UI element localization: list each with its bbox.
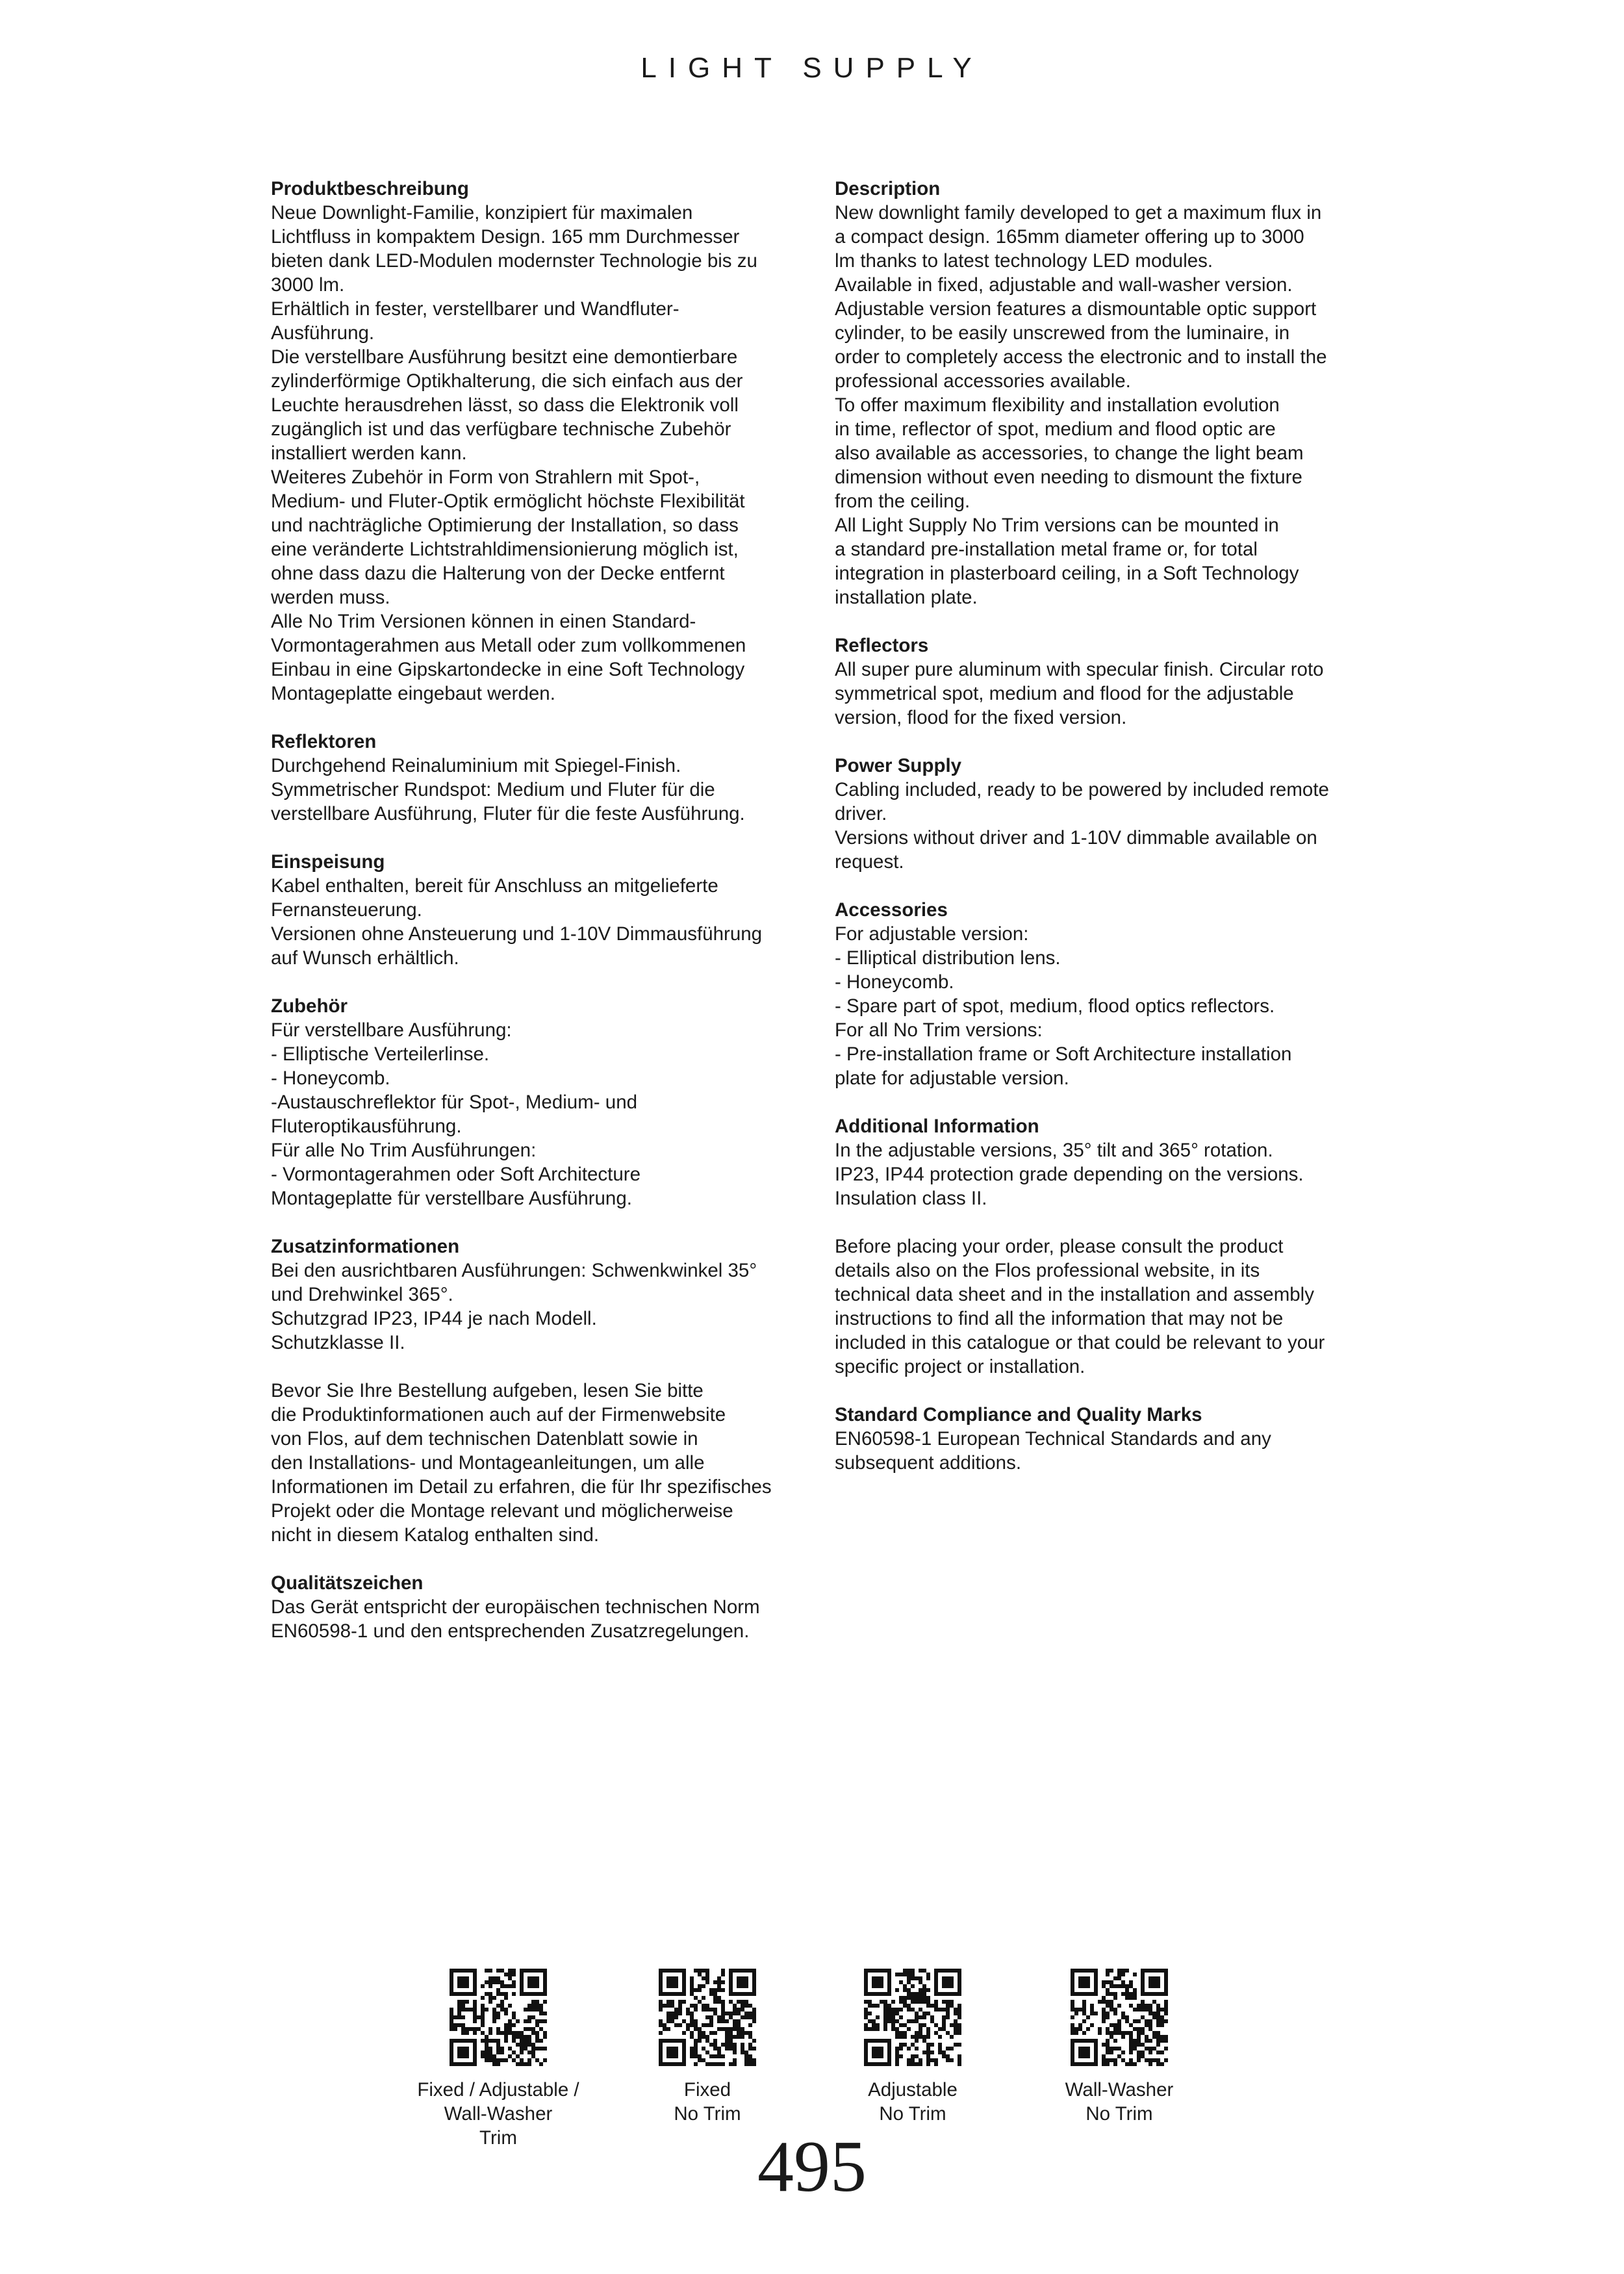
text-line: in time, reflector of spot, medium and flood optic are xyxy=(835,418,1276,440)
section-heading: Zubehör xyxy=(271,995,348,1017)
qr-fixed-adjustable-wallwasher-trim[interactable] xyxy=(388,1969,609,2150)
text-line: Before placing your order, please consult the product xyxy=(835,1236,1284,1257)
text-line: For adjustable version: xyxy=(835,923,1029,945)
text-line: die Produktinformationen auch auf der Firmenwebsite xyxy=(271,1404,726,1425)
section xyxy=(835,1234,1374,1379)
text-line: Symmetrischer Rundspot: Medium und Fluter für die xyxy=(271,779,715,800)
qr-label-line: Fixed xyxy=(683,2079,731,2101)
text-line: von Flos, auf dem technischen Datenblatt sowie in xyxy=(271,1428,698,1450)
text-line: EN60598-1 und den entsprechenden Zusatzregelungen. xyxy=(271,1620,750,1642)
section xyxy=(835,1114,1374,1210)
text-line: order to completely access the electronic and to install the xyxy=(835,346,1327,368)
text-line: dimension without even needing to dismount the fixture xyxy=(835,466,1302,488)
text-line: Montageplatte für verstellbare Ausführung. xyxy=(271,1188,632,1209)
text-line: - Elliptical distribution lens. xyxy=(835,947,1061,969)
text-line: Informationen im Detail zu erfahren, die für Ihr spezifisches xyxy=(271,1476,772,1498)
text-line: - Spare part of spot, medium, flood optics reflectors. xyxy=(835,995,1275,1017)
text-line: nicht in diesem Katalog enthalten sind. xyxy=(271,1524,600,1546)
text-line: In the adjustable versions, 35° tilt and 365° rotation. xyxy=(835,1140,1273,1161)
text-line: - Pre-installation frame or Soft Architecture installation xyxy=(835,1043,1292,1065)
text-line: Fluteroptikausführung. xyxy=(271,1116,462,1137)
text-line: All super pure aluminum with specular finish. Circular roto xyxy=(835,659,1324,680)
qr-code-icon xyxy=(1071,1969,1168,2066)
qr-label-line: Adjustable xyxy=(868,2079,958,2101)
section xyxy=(835,1403,1374,1475)
text-line: Die verstellbare Ausführung besitzt eine demontierbare xyxy=(271,346,738,368)
text-line: Bei den ausrichtbaren Ausführungen: Schwenkwinkel 35° xyxy=(271,1260,757,1281)
text-line: To offer maximum flexibility and installation evolution xyxy=(835,394,1280,416)
section xyxy=(271,1571,810,1643)
text-line: eine veränderte Lichtstrahldimensionierung möglich ist, xyxy=(271,539,739,560)
section-heading: Produktbeschreibung xyxy=(271,178,469,199)
text-line: EN60598-1 European Technical Standards and any xyxy=(835,1428,1271,1450)
text-line: Erhältlich in fester, verstellbarer und Wandfluter- xyxy=(271,298,679,320)
text-line: Kabel enthalten, bereit für Anschluss an mitgelieferte xyxy=(271,875,718,897)
text-line: werden muss. xyxy=(271,587,390,608)
text-line: Bevor Sie Ihre Bestellung aufgeben, lesen Sie bitte xyxy=(271,1380,704,1401)
text-line: ohne dass dazu die Halterung von der Decke entfernt xyxy=(271,563,725,584)
qr-code-icon xyxy=(864,1969,961,2066)
section-heading: Qualitätszeichen xyxy=(271,1572,424,1594)
text-line: specific project or installation. xyxy=(835,1356,1085,1377)
section-heading: Additional Information xyxy=(835,1116,1039,1137)
text-line: Versions without driver and 1-10V dimmable available on xyxy=(835,827,1317,849)
qr-label xyxy=(597,2078,818,2126)
text-line: Für alle No Trim Ausführungen: xyxy=(271,1140,537,1161)
section xyxy=(835,177,1374,609)
text-line: Fernansteuerung. xyxy=(271,899,422,921)
section-heading: Standard Compliance and Quality Marks xyxy=(835,1404,1202,1425)
text-line: Durchgehend Reinaluminium mit Spiegel-Finish. xyxy=(271,755,681,776)
section-heading: Accessories xyxy=(835,899,948,921)
qr-label xyxy=(1009,2078,1230,2126)
text-line: Das Gerät entspricht der europäischen technischen Norm xyxy=(271,1596,760,1618)
section xyxy=(271,850,810,970)
text-line: Schutzklasse II. xyxy=(271,1332,405,1353)
section-heading: Power Supply xyxy=(835,755,962,776)
text-line: All Light Supply No Trim versions can be mounted in xyxy=(835,515,1279,536)
text-line: 3000 lm. xyxy=(271,274,345,296)
qr-label xyxy=(802,2078,1023,2126)
text-line: included in this catalogue or that could be relevant to your xyxy=(835,1332,1325,1353)
section xyxy=(835,633,1374,730)
text-line: - Elliptische Verteilerlinse. xyxy=(271,1043,490,1065)
text-line: Weiteres Zubehör in Form von Strahlern mit Spot-, xyxy=(271,466,700,488)
text-line: details also on the Flos professional website, in its xyxy=(835,1260,1260,1281)
text-line: - Honeycomb. xyxy=(271,1067,390,1089)
text-line: a standard pre-installation metal frame or, for total xyxy=(835,539,1258,560)
text-line: Available in fixed, adjustable and wall-washer version. xyxy=(835,274,1293,296)
text-line: technical data sheet and in the installation and assembly xyxy=(835,1284,1314,1305)
text-line: Medium- und Fluter-Optik ermöglicht höchste Flexibilität xyxy=(271,491,745,512)
text-line: Schutzgrad IP23, IP44 je nach Modell. xyxy=(271,1308,597,1329)
text-line: Ausführung. xyxy=(271,322,375,344)
qr-label-line: Wall-Washer xyxy=(1065,2079,1174,2101)
text-line: zylinderförmige Optikhalterung, die sich einfach aus der xyxy=(271,370,743,392)
text-line: - Vormontagerahmen oder Soft Architecture xyxy=(271,1164,641,1185)
text-line: Einbau in eine Gipskartondecke in eine Soft Technology xyxy=(271,659,745,680)
text-line: For all No Trim versions: xyxy=(835,1019,1043,1041)
text-line: Alle No Trim Versionen können in einen Standard- xyxy=(271,611,696,632)
text-line: version, flood for the fixed version. xyxy=(835,707,1127,728)
text-line: IP23, IP44 protection grade depending on the versions. xyxy=(835,1164,1304,1185)
text-line: - Honeycomb. xyxy=(835,971,954,993)
page-number: 495 xyxy=(757,2127,867,2207)
text-line: installiert werden kann. xyxy=(271,442,467,464)
section xyxy=(835,898,1374,1090)
text-line: instructions to find all the information that may not be xyxy=(835,1308,1284,1329)
text-line: cylinder, to be easily unscrewed from the luminaire, in xyxy=(835,322,1290,344)
section-heading: Einspeisung xyxy=(271,851,385,873)
english-column xyxy=(835,177,1374,1499)
qr-code-icon xyxy=(659,1969,756,2066)
section-heading: Reflektoren xyxy=(271,731,377,752)
section-heading: Description xyxy=(835,178,941,199)
text-line: Adjustable version features a dismountable optic support xyxy=(835,298,1317,320)
text-line: und Drehwinkel 365°. xyxy=(271,1284,453,1305)
text-line: symmetrical spot, medium and flood for the adjustable xyxy=(835,683,1294,704)
text-line: verstellbare Ausführung, Fluter für die feste Ausführung. xyxy=(271,803,745,824)
text-line: Für verstellbare Ausführung: xyxy=(271,1019,512,1041)
qr-label-line: No Trim xyxy=(674,2103,741,2125)
text-line: Lichtfluss in kompaktem Design. 165 mm Durchmesser xyxy=(271,226,740,248)
text-line: Cabling included, ready to be powered by included remote xyxy=(835,779,1329,800)
qr-fixed-no-trim[interactable] xyxy=(597,1969,818,2126)
text-line: zugänglich ist und das verfügbare technische Zubehör xyxy=(271,418,731,440)
text-line: -Austauschreflektor für Spot-, Medium- und xyxy=(271,1092,638,1113)
text-line: lm thanks to latest technology LED modules. xyxy=(835,250,1213,272)
text-line: den Installations- und Montageanleitungen, um alle xyxy=(271,1452,705,1474)
text-line: also available as accessories, to change the light beam xyxy=(835,442,1304,464)
text-line: Vormontagerahmen aus Metall oder zum vollkommenen xyxy=(271,635,746,656)
text-line: Neue Downlight-Familie, konzipiert für maximalen xyxy=(271,202,693,224)
section xyxy=(835,754,1374,874)
qr-label-line: Trim xyxy=(479,2127,517,2149)
qr-wall-washer-no-trim[interactable] xyxy=(1009,1969,1230,2126)
section xyxy=(271,1379,810,1547)
qr-label-line: Wall-Washer xyxy=(444,2103,553,2125)
section xyxy=(271,177,810,706)
text-line: plate for adjustable version. xyxy=(835,1067,1069,1089)
section xyxy=(271,730,810,826)
qr-label-line: No Trim xyxy=(1085,2103,1153,2125)
qr-label-line: No Trim xyxy=(879,2103,946,2125)
text-line: Projekt oder die Montage relevant und möglicherweise xyxy=(271,1500,733,1522)
text-line: from the ceiling. xyxy=(835,491,971,512)
text-line: Versionen ohne Ansteuerung und 1-10V Dimmausführung xyxy=(271,923,763,945)
text-line: Insulation class II. xyxy=(835,1188,987,1209)
text-line: Montageplatte eingebaut werden. xyxy=(271,683,555,704)
text-line: professional accessories available. xyxy=(835,370,1131,392)
section xyxy=(271,994,810,1210)
text-line: Leuchte herausdrehen lässt, so dass die Elektronik voll xyxy=(271,394,739,416)
text-line: driver. xyxy=(835,803,887,824)
text-line: a compact design. 165mm diameter offering up to 3000 xyxy=(835,226,1304,248)
text-line: request. xyxy=(835,851,904,873)
qr-adjustable-no-trim[interactable] xyxy=(802,1969,1023,2126)
text-line: subsequent additions. xyxy=(835,1452,1022,1474)
section-heading: Reflectors xyxy=(835,635,929,656)
text-line: installation plate. xyxy=(835,587,978,608)
text-line: und nachträgliche Optimierung der Installation, so dass xyxy=(271,515,739,536)
qr-label-line: Fixed / Adjustable / xyxy=(417,2079,579,2101)
text-line: auf Wunsch erhältlich. xyxy=(271,947,459,969)
qr-code-icon xyxy=(450,1969,547,2066)
text-line: New downlight family developed to get a maximum flux in xyxy=(835,202,1322,224)
section xyxy=(271,1234,810,1355)
german-column xyxy=(271,177,810,1667)
text-line: bieten dank LED-Modulen modernster Technologie bis zu xyxy=(271,250,757,272)
section-heading: Zusatzinformationen xyxy=(271,1236,460,1257)
text-line: integration in plasterboard ceiling, in a Soft Technology xyxy=(835,563,1299,584)
page-title: LIGHT SUPPLY xyxy=(641,52,983,84)
